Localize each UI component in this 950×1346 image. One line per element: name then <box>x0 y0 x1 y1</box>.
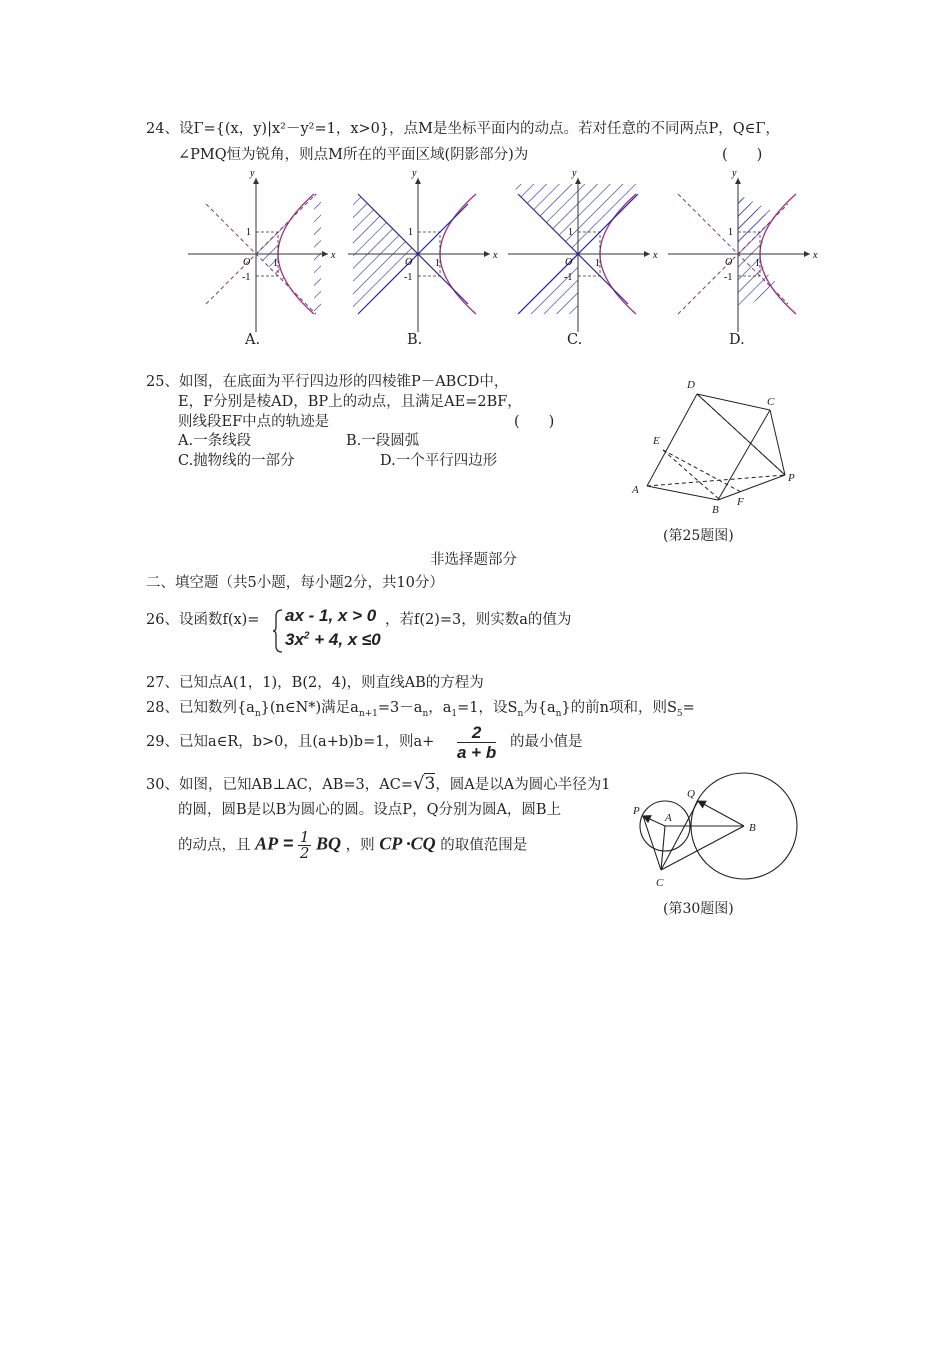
q24-option-c[interactable]: C. <box>567 332 583 348</box>
graph-d-tick-ym1: -1 <box>724 272 733 283</box>
graph-a-origin: O <box>243 257 251 268</box>
graph-b-tick-x1: 1 <box>435 258 440 269</box>
graph-c-y-label: y <box>572 168 577 179</box>
q24-bracket: ( ) <box>722 147 763 163</box>
q27-text: 27、已知点A(1，1)，B(2，4)，则直线AB的方程为 <box>146 675 484 691</box>
q29-suffix: 的最小值是 <box>510 734 583 750</box>
graph-a-y-label: y <box>250 168 255 179</box>
q29-frac-num: 2 <box>457 723 496 743</box>
q25-label-c: C <box>767 396 775 408</box>
q30-line1: 30、如图，已知AB⊥AC，AB=3，AC=√3，圆A是以A为圆心半径为1 <box>146 773 611 794</box>
q26-case2: $3x^2 + 4$, x ≤0 <box>285 630 381 649</box>
graph-b-tick-ym1: -1 <box>404 272 413 283</box>
q30-label-b: B <box>749 822 756 834</box>
graph-b-x-label: x <box>493 250 498 261</box>
q25-label-f: F <box>737 496 744 508</box>
q29-frac-den: a + b <box>457 743 497 762</box>
q24-option-a[interactable]: A. <box>245 332 261 348</box>
q24-option-b[interactable]: B. <box>407 332 423 348</box>
graph-d-x-label: x <box>813 250 818 261</box>
graph-b-origin: O <box>405 257 413 268</box>
graph-c-tick-y1: 1 <box>568 227 573 238</box>
q25-option-c[interactable]: C.抛物线的一部分 <box>178 453 295 469</box>
q29-prefix: 29、已知a∈R，b>0，且(a+b)b=1，则a+ <box>146 734 435 750</box>
q25-pyramid-figure <box>625 372 800 517</box>
graph-d-y-label: y <box>732 168 737 179</box>
graph-a-x-label: x <box>331 250 336 261</box>
q30-label-a: A <box>665 812 672 824</box>
q30-label-c: C <box>656 877 664 889</box>
q24-line1: 24、设Γ={(x，y)|x²－y²=1，x>0}，点M是坐标平面内的动点。若对任意的不同两点P，Q∈Γ， <box>146 121 780 137</box>
q26-prefix: 26、设函数f(x)= <box>146 612 260 628</box>
q30-line2: 的圆，圆B是以B为圆心的圆。设点P，Q分别为圆A，圆B上 <box>178 802 562 818</box>
section-heading: 二、填空题（共5小题，每小题2分，共10分） <box>146 575 444 591</box>
q25-line2: E，F分别是棱AD，BP上的动点，且满足AE=2BF， <box>178 394 522 410</box>
graph-c-origin: O <box>565 257 573 268</box>
q29-fraction <box>457 723 496 762</box>
q25-option-a[interactable]: A.一条线段 <box>178 433 252 449</box>
q25-line3: 则线段EF中点的轨迹是 <box>178 414 330 430</box>
q25-label-d: D <box>687 379 695 391</box>
q26-suffix: ，若f(2)=3，则实数a的值为 <box>385 612 572 628</box>
graph-b-y-label: y <box>412 168 417 179</box>
graph-c-x-label: x <box>653 250 658 261</box>
q25-option-b[interactable]: B.一段圆弧 <box>346 433 420 449</box>
graph-c-tick-ym1: -1 <box>564 272 573 283</box>
q30-label-p: P <box>633 805 640 817</box>
graph-d-origin: O <box>725 257 733 268</box>
q28-text: 28、已知数列$\{a_n\}(n\in N*)$满足$a_{n+1}=3-a_n$，$a_1=1$，设$S_n$为$\{a_n\}$的前n项和，则$S_5=$ <box>146 700 695 719</box>
q30-caption: (第30题图) <box>663 901 734 917</box>
graph-d-tick-y1: 1 <box>728 227 733 238</box>
q25-line1: 25、如图，在底面为平行四边形的四棱锥P－ABCD中， <box>146 374 509 390</box>
q25-label-e: E <box>653 435 660 447</box>
q30-label-q: Q <box>687 788 695 800</box>
graph-b <box>348 168 498 332</box>
q25-bracket: ( ) <box>514 414 555 430</box>
graph-d <box>668 168 818 332</box>
q30-line3: 的动点，且 AP = $\frac{1}{2}$ BQ ，则 CP ·CQ 的取值范围是 <box>178 828 528 862</box>
q26-case1: ax - 1, x > 0 <box>285 606 377 625</box>
q25-label-p: P <box>788 472 795 484</box>
q24-option-d[interactable]: D. <box>729 332 745 348</box>
q25-option-d[interactable]: D.一个平行四边形 <box>380 453 498 469</box>
graph-a-tick-x1: 1 <box>273 258 278 269</box>
section-title: 非选择题部分 <box>430 552 517 568</box>
graph-c <box>508 168 658 332</box>
q25-caption: (第25题图) <box>663 528 734 544</box>
graph-a-tick-y1: 1 <box>246 227 251 238</box>
graph-b-tick-y1: 1 <box>408 227 413 238</box>
graph-d-tick-x1: 1 <box>755 258 760 269</box>
graph-a <box>188 168 336 332</box>
q24-graphs <box>180 168 830 353</box>
graph-c-tick-x1: 1 <box>595 258 600 269</box>
q25-label-a: A <box>632 484 639 496</box>
q25-label-b: B <box>712 504 719 516</box>
q24-line2: ∠PMQ恒为锐角，则点M所在的平面区域(阴影部分)为 <box>178 147 529 163</box>
q26-brace <box>272 608 284 654</box>
q30-circles-figure <box>625 768 810 893</box>
graph-a-tick-ym1: -1 <box>242 272 251 283</box>
